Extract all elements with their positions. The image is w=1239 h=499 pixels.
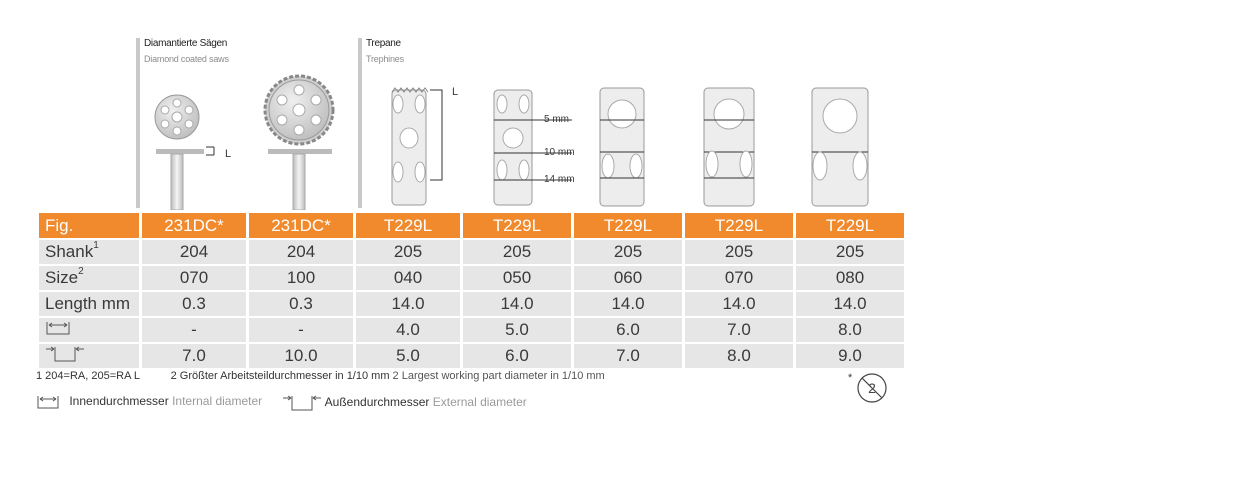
col-header: T229L [796,213,904,238]
table-head-row [39,213,904,238]
outer-de: Außendurchmesser [324,395,430,410]
col-header: 231DC* [249,213,353,238]
table-row [39,344,904,368]
trephine-070-image [700,78,770,210]
svg-text:2: 2 [868,380,876,396]
table-cell: 204 [249,240,353,264]
table-row [39,318,904,342]
spec-table [36,211,907,370]
saw-070-image [140,85,250,210]
footnote-ref: 2 [78,266,84,278]
table-cell: 0.3 [249,292,353,316]
inner-diameter-icon [45,320,71,336]
col-header: T229L [356,213,460,238]
col-header: 231DC* [142,213,246,238]
saws-title-en: Diamond coated saws [144,54,229,64]
mark-5mm: 5 mm [544,114,569,125]
trephine-040-image [384,80,464,210]
table-cell: - [249,318,353,342]
header-divider [358,38,362,208]
table-cell: 7.0 [574,344,682,368]
inner-en: Internal diameter [172,394,263,409]
length-label-saw: L [225,148,232,160]
row-label [39,240,139,264]
outer-diameter-icon [45,345,85,363]
table-cell: 8.0 [796,318,904,342]
table-cell: 050 [463,266,571,290]
row-label [39,266,139,290]
table-cell: 4.0 [356,318,460,342]
table-cell: 205 [356,240,460,264]
table-cell: 080 [796,266,904,290]
table-cell: 9.0 [796,344,904,368]
trephines-title-de: Trepane [366,38,401,49]
inner-de: Innendurchmesser [69,394,169,409]
footnotes [36,370,605,382]
table-cell: 205 [796,240,904,264]
footnote-2-en: 2 Largest working part diameter in 1/10 mm [392,370,605,382]
outer-legend [282,394,527,412]
table-cell: 070 [142,266,246,290]
length-label: Length mm [39,292,139,316]
table-row [39,292,904,316]
table-cell: 14.0 [685,292,793,316]
table-cell: 205 [685,240,793,264]
table-row [39,266,904,290]
table-cell: 14.0 [356,292,460,316]
table-row [39,240,904,264]
footnote-2: 2 Größter Arbeitsteildurchmesser in 1/10 mm [170,370,390,382]
table-cell: 10.0 [249,344,353,368]
table-cell: 0.3 [142,292,246,316]
outer-diameter-icon [282,394,322,412]
footnote-ref: 1 [93,240,99,252]
col-header: T229L [574,213,682,238]
table-cell: 204 [142,240,246,264]
trephine-060-image [594,78,664,210]
table-cell: 14.0 [796,292,904,316]
row-label [39,344,139,368]
table-cell: 5.0 [356,344,460,368]
table-cell: 14.0 [463,292,571,316]
saw-100-image [262,70,352,210]
length-label-trephine: L [452,86,459,98]
table-cell: 060 [574,266,682,290]
table-cell: 6.0 [574,318,682,342]
row-label [39,318,139,342]
table-cell: - [142,318,246,342]
asterisk: * [848,372,853,384]
table-cell: 100 [249,266,353,290]
mark-10mm: 10 mm [544,147,575,158]
table-cell: 14.0 [574,292,682,316]
trephine-080-image [808,78,880,210]
footnote-1: 1 204=RA, 205=RA L [36,370,140,382]
inner-legend [36,394,262,410]
table-cell: 040 [356,266,460,290]
col-header: T229L [685,213,793,238]
table-cell: 7.0 [685,318,793,342]
table-cell: 070 [685,266,793,290]
col-header: T229L [463,213,571,238]
table-cell: 8.0 [685,344,793,368]
table-cell: 5.0 [463,318,571,342]
trephine-050-image [488,80,578,210]
trephines-title-en: Trephines [366,54,404,64]
table-cell: 7.0 [142,344,246,368]
shank-label: Shank [45,242,94,261]
size-label: Size [45,268,79,287]
not-autoclavable-icon [856,372,888,404]
fig-label: Fig. [39,213,139,238]
mark-14mm: 14 mm [544,174,575,185]
table-cell: 6.0 [463,344,571,368]
table-cell: 205 [463,240,571,264]
saws-title-de: Diamantierte Sägen [144,38,227,49]
inner-diameter-icon [36,394,60,410]
outer-en: External diameter [432,395,527,410]
table-cell: 205 [574,240,682,264]
